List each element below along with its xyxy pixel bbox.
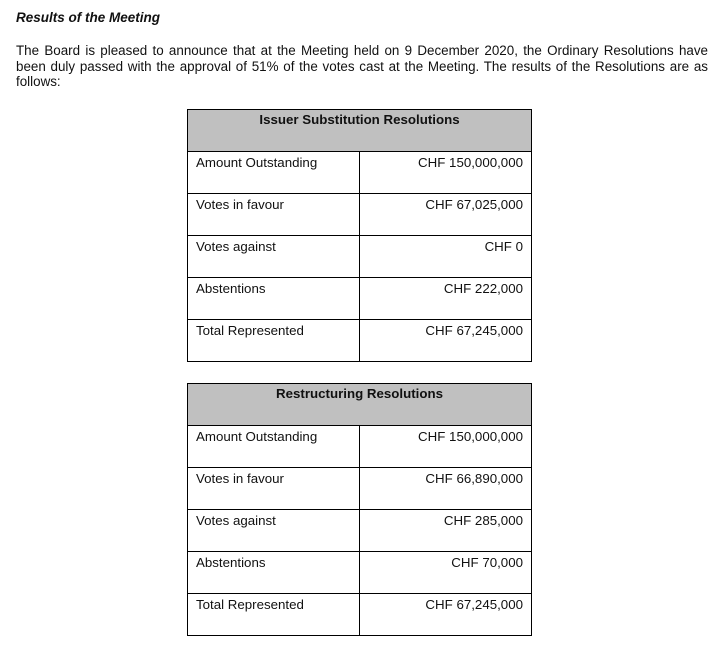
row-label: Total Represented xyxy=(188,320,360,362)
row-value: CHF 67,025,000 xyxy=(360,194,532,236)
table-row xyxy=(188,552,532,594)
row-label: Total Represented xyxy=(188,594,360,636)
table-row xyxy=(188,426,532,468)
row-label: Votes against xyxy=(188,236,360,278)
table-row xyxy=(188,278,532,320)
table-row xyxy=(188,594,532,636)
table-header-row xyxy=(188,384,532,426)
row-value: CHF 150,000,000 xyxy=(360,152,532,194)
row-label: Abstentions xyxy=(188,552,360,594)
intro-paragraph: The Board is pleased to announce that at the Meeting held on 9 December 2020, the Ordinary Resolutions have been duly passed with the approval of 51% of the votes cast at the Meeting. The results of the Resolutions are as follows: xyxy=(16,43,708,89)
row-label: Votes in favour xyxy=(188,194,360,236)
table-row xyxy=(188,320,532,362)
row-value: CHF 70,000 xyxy=(360,552,532,594)
table-title: Restructuring Resolutions xyxy=(188,384,532,426)
table-row xyxy=(188,152,532,194)
restructuring-table xyxy=(187,383,532,636)
issuer-substitution-table xyxy=(187,109,532,362)
table-row xyxy=(188,468,532,510)
table-row xyxy=(188,510,532,552)
row-value: CHF 67,245,000 xyxy=(360,594,532,636)
row-label: Amount Outstanding xyxy=(188,152,360,194)
row-value: CHF 66,890,000 xyxy=(360,468,532,510)
table-row xyxy=(188,236,532,278)
table-row xyxy=(188,194,532,236)
row-label: Votes in favour xyxy=(188,468,360,510)
row-label: Abstentions xyxy=(188,278,360,320)
row-value: CHF 0 xyxy=(360,236,532,278)
row-label: Amount Outstanding xyxy=(188,426,360,468)
row-value: CHF 67,245,000 xyxy=(360,320,532,362)
row-value: CHF 285,000 xyxy=(360,510,532,552)
row-value: CHF 150,000,000 xyxy=(360,426,532,468)
table-header-row xyxy=(188,110,532,152)
row-label: Votes against xyxy=(188,510,360,552)
section-heading: Results of the Meeting xyxy=(16,10,161,25)
row-value: CHF 222,000 xyxy=(360,278,532,320)
table-title: Issuer Substitution Resolutions xyxy=(188,110,532,152)
